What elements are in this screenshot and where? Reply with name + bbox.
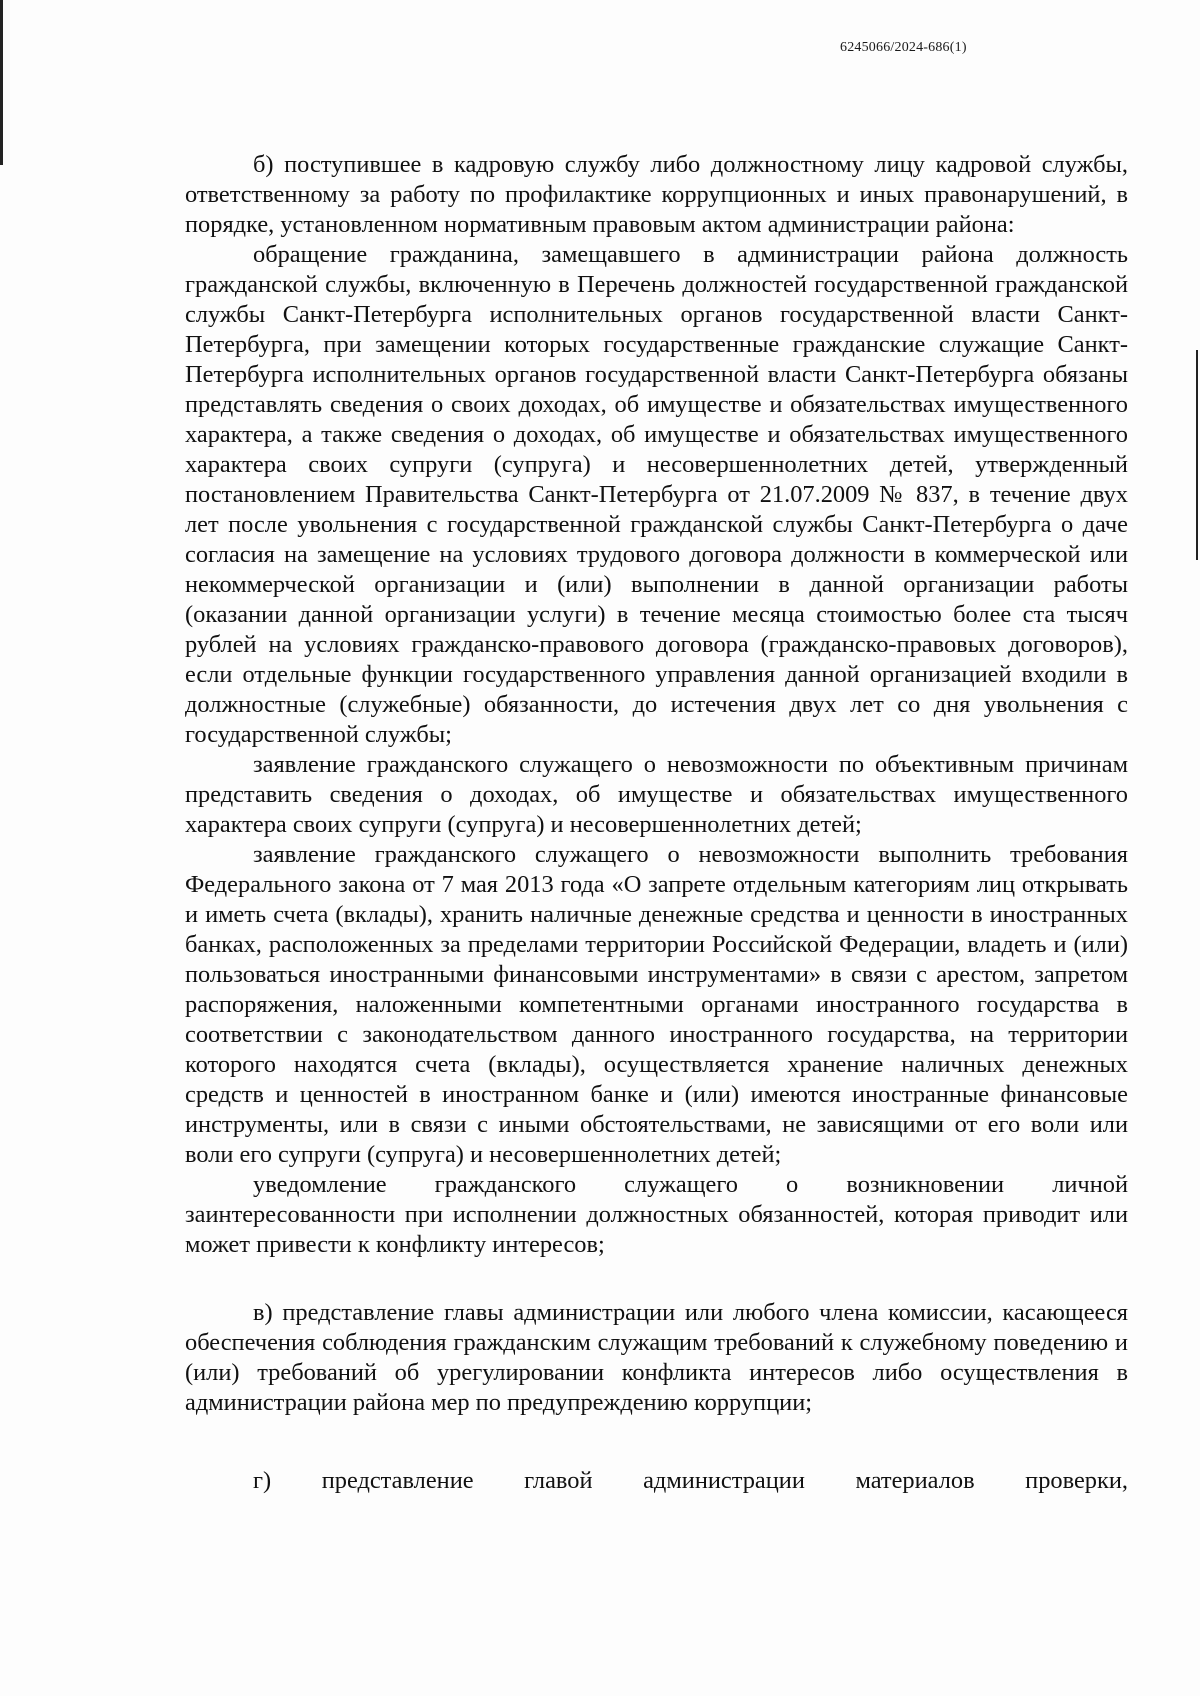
- paragraph-gap: [185, 1260, 1128, 1298]
- scan-edge-right: [1196, 350, 1198, 560]
- document-id: 6245066/2024-686(1): [840, 40, 967, 55]
- document-body: [185, 150, 1128, 1496]
- paragraph-b-intro: б) поступившее в кадровую службу либо должностному лицу кадровой службы, ответственному за работу по профилактике коррупционных и иных правонарушений, в порядке, установленном нормативным правовым актом администрации района:: [185, 151, 1128, 238]
- scan-edge-left: [0, 0, 3, 165]
- paragraph-v: в) представление главы администрации или любого члена комиссии, касающееся обеспечения соблюдения гражданским служащим требований к служебному поведению и (или) требований об урегулировании конфликта интересов либо осуществления в администрации района мер по предупреждению коррупции;: [185, 1299, 1128, 1416]
- paragraph-gap: [185, 1418, 1128, 1466]
- paragraph-b-statement-1: заявление гражданского служащего о невозможности по объективным причинам представить сведения о доходах, об имуществе и обязательствах имущественного характера своих супруги (супруга) и несовершеннолетних детей;: [185, 751, 1128, 838]
- paragraph-b-statement-2: заявление гражданского служащего о невозможности выполнить требования Федерального закона от 7 мая 2013 года «О запрете отдельным категориям лиц открывать и иметь счета (вклады), хранить наличные денежные средства и ценности в иностранных банках, расположенных за пределами территории Российской Федерации, владеть и (или) пользоваться иностранными финансовыми инструментами» в связи с арестом, запретом распоряжения, наложенными компетентными органами иностранного государства в соответствии с законодательством данного иностранного государства, на территории которого находятся счета (вклады), осуществляется хранение наличных денежных средств и ценностей в иностранном банке и (или) имеются иностранные финансовые инструменты, или в связи с иными обстоятельствами, не зависящими от его воли или воли его супруги (супруга) и несовершеннолетних детей;: [185, 841, 1128, 1168]
- paragraph-g: г) представление главой администрации материалов проверки,: [253, 1467, 1128, 1494]
- paragraph-b-notice: уведомление гражданского служащего о возникновении личной заинтересованности при исполнении должностных обязанностей, которая приводит или может привести к конфликту интересов;: [185, 1171, 1128, 1258]
- paragraph-b-appeal: обращение гражданина, замещавшего в администрации района должность гражданской службы, включенную в Перечень должностей государственной гражданской службы Санкт-Петербурга исполнительных органов государственной власти Санкт-Петербурга, при замещении которых государственные гражданские служащие Санкт-Петербурга исполнительных органов государственной власти Санкт-Петербурга обязаны представлять сведения о своих доходах, об имуществе и обязательствах имущественного характера, а также сведения о доходах, об имуществе и обязательствах имущественного характера своих супруги (супруга) и несовершеннолетних детей, утвержденный постановлением Правительства Санкт-Петербурга от 21.07.2009 № 837, в течение двух лет после увольнения с государственной гражданской службы Санкт-Петербурга о даче согласия на замещение на условиях трудового договора должности в коммерческой или некоммерческой организации и (или) выполнении в данной организации работы (оказании данной организации услуги) в течение месяца стоимостью более ста тысяч рублей на условиях гражданско-правового договора (гражданско-правовых договоров), если отдельные функции государственного управления данной организацией входили в должностные (служебные) обязанности, до истечения двух лет со дня увольнения с государственной службы;: [185, 241, 1128, 748]
